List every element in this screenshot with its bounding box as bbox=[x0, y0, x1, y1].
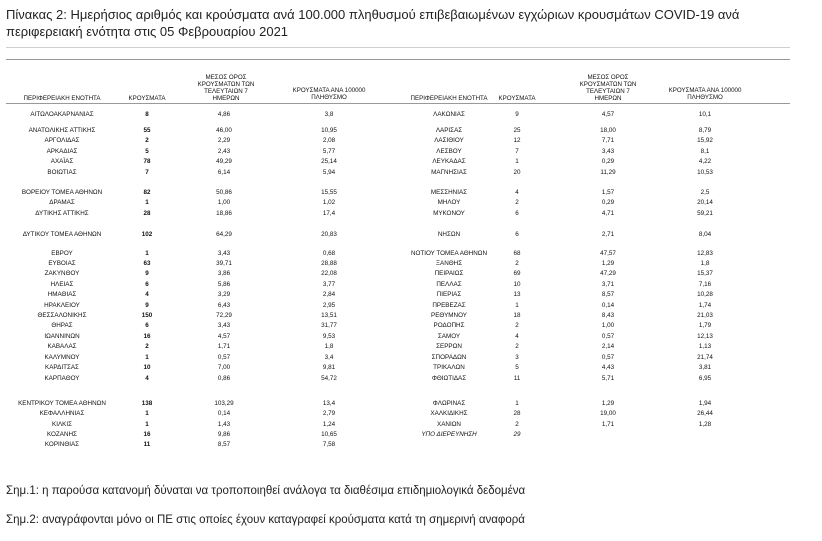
left-name-cell: ΚΕΦΑΛΛΗΝΙΑΣ bbox=[39, 410, 85, 417]
header-avg-right: ΜΕΣΟΣ ΟΡΟΣ ΚΡΟΥΣΜΑΤΩΝ ΤΩΝ ΤΕΛΕΥΤΑΙΩΝ 7 ΗΜΕΡΩΝ bbox=[579, 74, 637, 102]
left-name-cell: ΕΥΒΟΙΑΣ bbox=[48, 260, 76, 267]
right-name-cell: ΝΟΤΙΟΥ ΤΟΜΕΑ ΑΘΗΝΩΝ bbox=[410, 250, 488, 257]
right-cases-cell: 2 bbox=[515, 322, 519, 329]
right-cases-cell: 1 bbox=[515, 158, 519, 165]
table-row bbox=[0, 399, 822, 409]
left-avg-cell: 0,86 bbox=[217, 375, 231, 382]
right-avg-cell: 1,29 bbox=[601, 400, 615, 407]
left-avg-cell: 3,43 bbox=[217, 250, 231, 257]
left-avg-cell: 4,86 bbox=[217, 111, 231, 118]
right-per-cell: 8,1 bbox=[700, 148, 710, 155]
right-cases-cell: 3 bbox=[515, 354, 519, 361]
left-avg-cell: 0,57 bbox=[217, 354, 231, 361]
right-avg-cell: 1,29 bbox=[601, 260, 615, 267]
left-name-cell: ΚΙΛΚΙΣ bbox=[52, 421, 72, 428]
left-per-cell: 17,4 bbox=[322, 210, 336, 217]
right-per-cell: 21,03 bbox=[697, 312, 713, 319]
table-row bbox=[0, 374, 822, 384]
table-row bbox=[0, 168, 822, 178]
right-per-cell: 6,95 bbox=[698, 375, 712, 382]
table-row bbox=[0, 110, 822, 120]
right-cases-cell: 2 bbox=[515, 421, 519, 428]
right-per-cell: 10,1 bbox=[698, 111, 712, 118]
left-cases-cell: 16 bbox=[143, 333, 151, 340]
header-bottom-border bbox=[6, 103, 790, 104]
table-row bbox=[0, 188, 822, 198]
table-row bbox=[0, 420, 822, 430]
right-per-cell: 26,44 bbox=[697, 410, 713, 417]
left-avg-cell: 49,29 bbox=[216, 158, 232, 165]
right-avg-cell: 1,71 bbox=[601, 421, 615, 428]
left-cases-cell: 9 bbox=[145, 270, 149, 277]
right-avg-cell: 5,71 bbox=[601, 375, 615, 382]
left-avg-cell: 1,43 bbox=[217, 421, 231, 428]
header-per100k-left: ΚΡΟΥΣΜΑΤΑ ΑΝΑ 100000 ΠΛΗΘΥΣΜΟ bbox=[292, 87, 366, 101]
left-name-cell: ΗΡΑΚΛΕΙΟΥ bbox=[44, 302, 80, 309]
right-per-cell: 4,22 bbox=[698, 158, 712, 165]
left-cases-cell: 1 bbox=[145, 354, 149, 361]
right-per-cell: 21,74 bbox=[697, 354, 713, 361]
right-per-cell: 10,53 bbox=[697, 169, 713, 176]
right-cases-cell: 18 bbox=[513, 312, 521, 319]
right-per-cell: 1,94 bbox=[698, 400, 712, 407]
right-cases-cell: 12 bbox=[513, 137, 521, 144]
table-row bbox=[0, 157, 822, 167]
right-name-cell: ΥΠΟ ΔΙΕΡΕΥΝΗΣΗ bbox=[421, 431, 477, 438]
header-cases-left: ΚΡΟΥΣΜΑΤΑ bbox=[128, 95, 166, 102]
table-row bbox=[0, 430, 822, 440]
header-per100k-right: ΚΡΟΥΣΜΑΤΑ ΑΝΑ 100000 ΠΛΗΘΥΣΜΟ bbox=[668, 87, 742, 101]
left-cases-cell: 82 bbox=[143, 189, 151, 196]
left-avg-cell: 1,00 bbox=[217, 199, 231, 206]
right-cases-cell: 11 bbox=[513, 375, 521, 382]
right-per-cell: 3,81 bbox=[698, 364, 712, 371]
left-avg-cell: 7,00 bbox=[217, 364, 231, 371]
right-avg-cell: 4,71 bbox=[601, 210, 615, 217]
right-cases-cell: 9 bbox=[515, 111, 519, 118]
right-name-cell: ΡΕΘΥΜΝΟΥ bbox=[431, 312, 467, 319]
right-per-cell: 1,79 bbox=[698, 322, 712, 329]
right-avg-cell: 7,71 bbox=[601, 137, 615, 144]
left-name-cell: ΔΡΑΜΑΣ bbox=[49, 199, 75, 206]
table-row bbox=[0, 301, 822, 311]
right-cases-cell: 28 bbox=[513, 410, 521, 417]
right-cases-cell: 13 bbox=[513, 291, 521, 298]
left-per-cell: 13,51 bbox=[321, 312, 337, 319]
right-avg-cell: 3,71 bbox=[601, 281, 615, 288]
right-per-cell: 1,28 bbox=[698, 421, 712, 428]
left-avg-cell: 2,43 bbox=[217, 148, 231, 155]
right-cases-cell: 68 bbox=[513, 250, 521, 257]
right-per-cell: 2,5 bbox=[700, 189, 710, 196]
left-avg-cell: 8,57 bbox=[217, 441, 231, 448]
right-name-cell: ΤΡΙΚΑΛΩΝ bbox=[433, 364, 465, 371]
left-per-cell: 2,79 bbox=[322, 410, 336, 417]
left-avg-cell: 0,14 bbox=[217, 410, 231, 417]
right-name-cell: ΞΑΝΘΗΣ bbox=[435, 260, 463, 267]
left-per-cell: 3,8 bbox=[324, 111, 334, 118]
left-per-cell: 0,68 bbox=[322, 250, 336, 257]
left-cases-cell: 1 bbox=[145, 199, 149, 206]
left-cases-cell: 28 bbox=[143, 210, 151, 217]
left-per-cell: 9,53 bbox=[322, 333, 336, 340]
left-per-cell: 13,4 bbox=[322, 400, 336, 407]
left-name-cell: ΑΙΤΩΛΟΑΚΑΡΝΑΝΙΑΣ bbox=[30, 111, 94, 118]
right-name-cell: ΜΥΚΟΝΟΥ bbox=[433, 210, 465, 217]
right-cases-cell: 2 bbox=[515, 343, 519, 350]
right-name-cell: ΧΑΛΚΙΔΙΚΗΣ bbox=[430, 410, 468, 417]
left-cases-cell: 4 bbox=[145, 375, 149, 382]
right-per-cell: 12,13 bbox=[697, 333, 713, 340]
table-row bbox=[0, 311, 822, 321]
left-per-cell: 2,08 bbox=[322, 137, 336, 144]
left-name-cell: ΔΥΤΙΚΗΣ ΑΤΤΙΚΗΣ bbox=[35, 210, 89, 217]
left-per-cell: 1,24 bbox=[322, 421, 336, 428]
left-cases-cell: 5 bbox=[145, 148, 149, 155]
left-per-cell: 20,83 bbox=[321, 231, 337, 238]
left-name-cell: ΑΡΚΑΔΙΑΣ bbox=[46, 148, 78, 155]
left-name-cell: ΖΑΚΥΝΘΟΥ bbox=[44, 270, 80, 277]
right-name-cell: ΠΡΕΒΕΖΑΣ bbox=[432, 302, 466, 309]
table-row bbox=[0, 409, 822, 419]
right-name-cell: ΠΙΕΡΙΑΣ bbox=[436, 291, 462, 298]
right-avg-cell: 8,43 bbox=[601, 312, 615, 319]
caption-divider bbox=[6, 47, 790, 48]
right-per-cell: 8,04 bbox=[698, 231, 712, 238]
right-name-cell: ΛΕΥΚΑΔΑΣ bbox=[432, 158, 466, 165]
table-row bbox=[0, 332, 822, 342]
left-name-cell: ΔΥΤΙΚΟΥ ΤΟΜΕΑ ΑΘΗΝΩΝ bbox=[22, 231, 102, 238]
left-per-cell: 54,72 bbox=[321, 375, 337, 382]
left-avg-cell: 6,14 bbox=[217, 169, 231, 176]
right-name-cell: ΛΑΡΙΣΑΣ bbox=[435, 127, 463, 134]
left-name-cell: ΑΝΑΤΟΛΙΚΗΣ ΑΤΤΙΚΗΣ bbox=[28, 127, 96, 134]
left-name-cell: ΚΟΖΑΝΗΣ bbox=[47, 431, 77, 438]
right-avg-cell: 11,29 bbox=[600, 169, 616, 176]
left-per-cell: 1,8 bbox=[324, 343, 334, 350]
right-cases-cell: 2 bbox=[515, 199, 519, 206]
right-avg-cell: 0,57 bbox=[601, 354, 615, 361]
left-cases-cell: 6 bbox=[145, 322, 149, 329]
left-per-cell: 1,02 bbox=[322, 199, 336, 206]
right-per-cell: 7,16 bbox=[698, 281, 712, 288]
left-name-cell: ΙΩΑΝΝΙΝΩΝ bbox=[44, 333, 80, 340]
left-cases-cell: 2 bbox=[145, 137, 149, 144]
left-avg-cell: 1,71 bbox=[217, 343, 231, 350]
left-cases-cell: 16 bbox=[143, 431, 151, 438]
right-per-cell: 10,28 bbox=[697, 291, 713, 298]
left-name-cell: ΚΑΛΥΜΝΟΥ bbox=[44, 354, 80, 361]
note-2: Σημ.2: αναγράφονται μόνο οι ΠΕ στις οποίες έχουν καταγραφεί κρούσματα κατά τη σημερινή αναφορά bbox=[6, 514, 525, 526]
left-per-cell: 5,94 bbox=[322, 169, 336, 176]
right-name-cell: ΣΑΜΟΥ bbox=[437, 333, 461, 340]
right-name-cell: ΠΕΙΡΑΙΩΣ bbox=[434, 270, 464, 277]
right-cases-cell: 5 bbox=[515, 364, 519, 371]
left-name-cell: ΒΟΡΕΙΟΥ ΤΟΜΕΑ ΑΘΗΝΩΝ bbox=[21, 189, 103, 196]
table-row bbox=[0, 249, 822, 259]
right-avg-cell: 47,57 bbox=[600, 250, 616, 257]
left-cases-cell: 138 bbox=[141, 400, 153, 407]
left-cases-cell: 1 bbox=[145, 421, 149, 428]
right-cases-cell: 29 bbox=[513, 431, 521, 438]
left-avg-cell: 4,57 bbox=[217, 333, 231, 340]
right-per-cell: 59,21 bbox=[697, 210, 713, 217]
table-row bbox=[0, 440, 822, 450]
right-cases-cell: 20 bbox=[513, 169, 521, 176]
right-name-cell: ΝΗΣΩΝ bbox=[437, 231, 461, 238]
header-avg-left: ΜΕΣΟΣ ΟΡΟΣ ΚΡΟΥΣΜΑΤΩΝ ΤΩΝ ΤΕΛΕΥΤΑΙΩΝ 7 ΗΜΕΡΩΝ bbox=[197, 74, 255, 102]
left-avg-cell: 3,86 bbox=[217, 270, 231, 277]
left-avg-cell: 39,71 bbox=[216, 260, 232, 267]
left-per-cell: 10,65 bbox=[321, 431, 337, 438]
right-name-cell: ΦΘΙΩΤΙΔΑΣ bbox=[431, 375, 467, 382]
table-row bbox=[0, 280, 822, 290]
left-per-cell: 28,88 bbox=[321, 260, 337, 267]
table-row bbox=[0, 147, 822, 157]
left-avg-cell: 18,86 bbox=[216, 210, 232, 217]
left-cases-cell: 55 bbox=[143, 127, 151, 134]
left-cases-cell: 7 bbox=[145, 169, 149, 176]
left-name-cell: ΑΧΑΪΑΣ bbox=[50, 158, 74, 165]
left-name-cell: ΗΛΕΙΑΣ bbox=[50, 281, 74, 288]
table-row bbox=[0, 321, 822, 331]
right-name-cell: ΦΛΩΡΙΝΑΣ bbox=[432, 400, 466, 407]
left-avg-cell: 50,86 bbox=[216, 189, 232, 196]
note-1: Σημ.1: η παρούσα κατανομή δύναται να τροποποιηθεί ανάλογα τα διαθέσιμα επιδημιολογικά δεδομένα bbox=[6, 485, 526, 497]
left-cases-cell: 10 bbox=[143, 364, 151, 371]
right-cases-cell: 4 bbox=[515, 333, 519, 340]
right-cases-cell: 1 bbox=[515, 400, 519, 407]
left-per-cell: 3,77 bbox=[322, 281, 336, 288]
right-avg-cell: 19,00 bbox=[600, 410, 616, 417]
left-cases-cell: 8 bbox=[145, 111, 149, 118]
right-avg-cell: 4,57 bbox=[601, 111, 615, 118]
left-per-cell: 22,08 bbox=[321, 270, 337, 277]
left-avg-cell: 103,29 bbox=[214, 400, 234, 407]
right-cases-cell: 10 bbox=[513, 281, 521, 288]
right-name-cell: ΠΕΛΛΑΣ bbox=[436, 281, 462, 288]
table-row bbox=[0, 290, 822, 300]
right-name-cell: ΛΑΣΙΘΙΟΥ bbox=[434, 137, 464, 144]
left-per-cell: 7,58 bbox=[322, 441, 336, 448]
left-per-cell: 9,81 bbox=[322, 364, 336, 371]
left-avg-cell: 72,29 bbox=[216, 312, 232, 319]
right-name-cell: ΜΑΓΝΗΣΙΑΣ bbox=[431, 169, 467, 176]
table-row bbox=[0, 230, 822, 240]
right-cases-cell: 69 bbox=[513, 270, 521, 277]
left-cases-cell: 4 bbox=[145, 291, 149, 298]
right-per-cell: 15,37 bbox=[697, 270, 713, 277]
right-name-cell: ΣΠΟΡΑΔΩΝ bbox=[431, 354, 467, 361]
left-name-cell: ΚΕΝΤΡΙΚΟΥ ΤΟΜΕΑ ΑΘΗΝΩΝ bbox=[18, 400, 106, 407]
left-name-cell: ΗΜΑΘΙΑΣ bbox=[47, 291, 77, 298]
right-name-cell: ΡΟΔΟΠΗΣ bbox=[433, 322, 465, 329]
table-caption: Πίνακας 2: Ημερήσιος αριθμός και κρούσματα ανά 100.000 πληθυσμού επιβεβαιωμένων εγχώριων κρουσμάτων COVID-19 ανά περιφερειακή ενότητα στις 05 Φεβρουαρίου 2021 bbox=[6, 7, 740, 39]
right-avg-cell: 47,29 bbox=[600, 270, 616, 277]
right-cases-cell: 6 bbox=[515, 210, 519, 217]
left-avg-cell: 3,43 bbox=[217, 322, 231, 329]
right-name-cell: ΛΕΣΒΟΥ bbox=[436, 148, 462, 155]
left-cases-cell: 1 bbox=[145, 410, 149, 417]
left-per-cell: 10,95 bbox=[321, 127, 337, 134]
left-cases-cell: 78 bbox=[143, 158, 151, 165]
header-region-right: ΠΕΡΙΦΕΡΕΙΑΚΗ ΕΝΟΤΗΤΑ bbox=[410, 95, 488, 102]
right-avg-cell: 2,14 bbox=[601, 343, 615, 350]
left-per-cell: 2,84 bbox=[322, 291, 336, 298]
right-avg-cell: 1,57 bbox=[601, 189, 615, 196]
left-avg-cell: 64,29 bbox=[216, 231, 232, 238]
table-row bbox=[0, 198, 822, 208]
right-avg-cell: 4,43 bbox=[601, 364, 615, 371]
right-avg-cell: 0,29 bbox=[601, 158, 615, 165]
right-avg-cell: 1,00 bbox=[601, 322, 615, 329]
left-avg-cell: 3,29 bbox=[217, 291, 231, 298]
left-name-cell: ΒΟΙΩΤΙΑΣ bbox=[47, 169, 77, 176]
left-avg-cell: 9,86 bbox=[217, 431, 231, 438]
right-per-cell: 1,8 bbox=[700, 260, 710, 267]
left-per-cell: 15,55 bbox=[321, 189, 337, 196]
left-name-cell: ΕΒΡΟΥ bbox=[51, 250, 73, 257]
right-avg-cell: 0,57 bbox=[601, 333, 615, 340]
left-cases-cell: 6 bbox=[145, 281, 149, 288]
right-per-cell: 1,74 bbox=[698, 302, 712, 309]
left-per-cell: 31,77 bbox=[321, 322, 337, 329]
left-cases-cell: 150 bbox=[141, 312, 153, 319]
right-name-cell: ΜΗΛΟΥ bbox=[437, 199, 461, 206]
right-cases-cell: 25 bbox=[513, 127, 521, 134]
right-cases-cell: 1 bbox=[515, 302, 519, 309]
left-name-cell: ΚΑΒΑΛΑΣ bbox=[47, 343, 77, 350]
right-cases-cell: 6 bbox=[515, 231, 519, 238]
table-row bbox=[0, 269, 822, 279]
table-top-border bbox=[6, 59, 790, 60]
left-name-cell: ΚΑΡΔΙΤΣΑΣ bbox=[45, 364, 79, 371]
table-row bbox=[0, 259, 822, 269]
left-cases-cell: 9 bbox=[145, 302, 149, 309]
left-name-cell: ΑΡΓΟΛΙΔΑΣ bbox=[44, 137, 80, 144]
left-per-cell: 25,14 bbox=[321, 158, 337, 165]
left-name-cell: ΚΟΡΙΝΘΙΑΣ bbox=[44, 441, 80, 448]
table-row bbox=[0, 136, 822, 146]
left-name-cell: ΚΑΡΠΑΘΟΥ bbox=[44, 375, 80, 382]
right-avg-cell: 0,29 bbox=[601, 199, 615, 206]
left-cases-cell: 1 bbox=[145, 250, 149, 257]
right-avg-cell: 0,14 bbox=[601, 302, 615, 309]
left-avg-cell: 46,00 bbox=[216, 127, 232, 134]
right-avg-cell: 8,57 bbox=[601, 291, 615, 298]
right-avg-cell: 2,71 bbox=[601, 231, 615, 238]
right-cases-cell: 2 bbox=[515, 260, 519, 267]
left-avg-cell: 6,43 bbox=[217, 302, 231, 309]
right-cases-cell: 7 bbox=[515, 148, 519, 155]
left-cases-cell: 11 bbox=[143, 441, 151, 448]
table-row bbox=[0, 342, 822, 352]
left-cases-cell: 2 bbox=[145, 343, 149, 350]
right-per-cell: 8,79 bbox=[698, 127, 712, 134]
right-per-cell: 12,83 bbox=[697, 250, 713, 257]
left-cases-cell: 102 bbox=[141, 231, 153, 238]
right-per-cell: 20,14 bbox=[697, 199, 713, 206]
right-name-cell: ΣΕΡΡΩΝ bbox=[436, 343, 462, 350]
right-avg-cell: 3,43 bbox=[601, 148, 615, 155]
left-cases-cell: 63 bbox=[143, 260, 151, 267]
right-name-cell: ΧΑΝΙΩΝ bbox=[437, 421, 461, 428]
table-row bbox=[0, 126, 822, 136]
left-avg-cell: 2,29 bbox=[217, 137, 231, 144]
left-avg-cell: 5,86 bbox=[217, 281, 231, 288]
table-row bbox=[0, 209, 822, 219]
right-per-cell: 15,92 bbox=[697, 137, 713, 144]
right-name-cell: ΜΕΣΣΗΝΙΑΣ bbox=[430, 189, 468, 196]
left-name-cell: ΘΗΡΑΣ bbox=[51, 322, 73, 329]
header-region-left: ΠΕΡΙΦΕΡΕΙΑΚΗ ΕΝΟΤΗΤΑ bbox=[23, 95, 101, 102]
table-row bbox=[0, 363, 822, 373]
right-per-cell: 1,13 bbox=[698, 343, 712, 350]
right-avg-cell: 18,00 bbox=[600, 127, 616, 134]
table-row bbox=[0, 353, 822, 363]
left-per-cell: 2,95 bbox=[322, 302, 336, 309]
left-name-cell: ΘΕΣΣΑΛΟΝΙΚΗΣ bbox=[37, 312, 87, 319]
header-cases-right: ΚΡΟΥΣΜΑΤΑ bbox=[498, 95, 536, 102]
right-cases-cell: 4 bbox=[515, 189, 519, 196]
left-per-cell: 3,4 bbox=[324, 354, 334, 361]
right-name-cell: ΛΑΚΩΝΙΑΣ bbox=[433, 111, 465, 118]
left-per-cell: 5,77 bbox=[322, 148, 336, 155]
